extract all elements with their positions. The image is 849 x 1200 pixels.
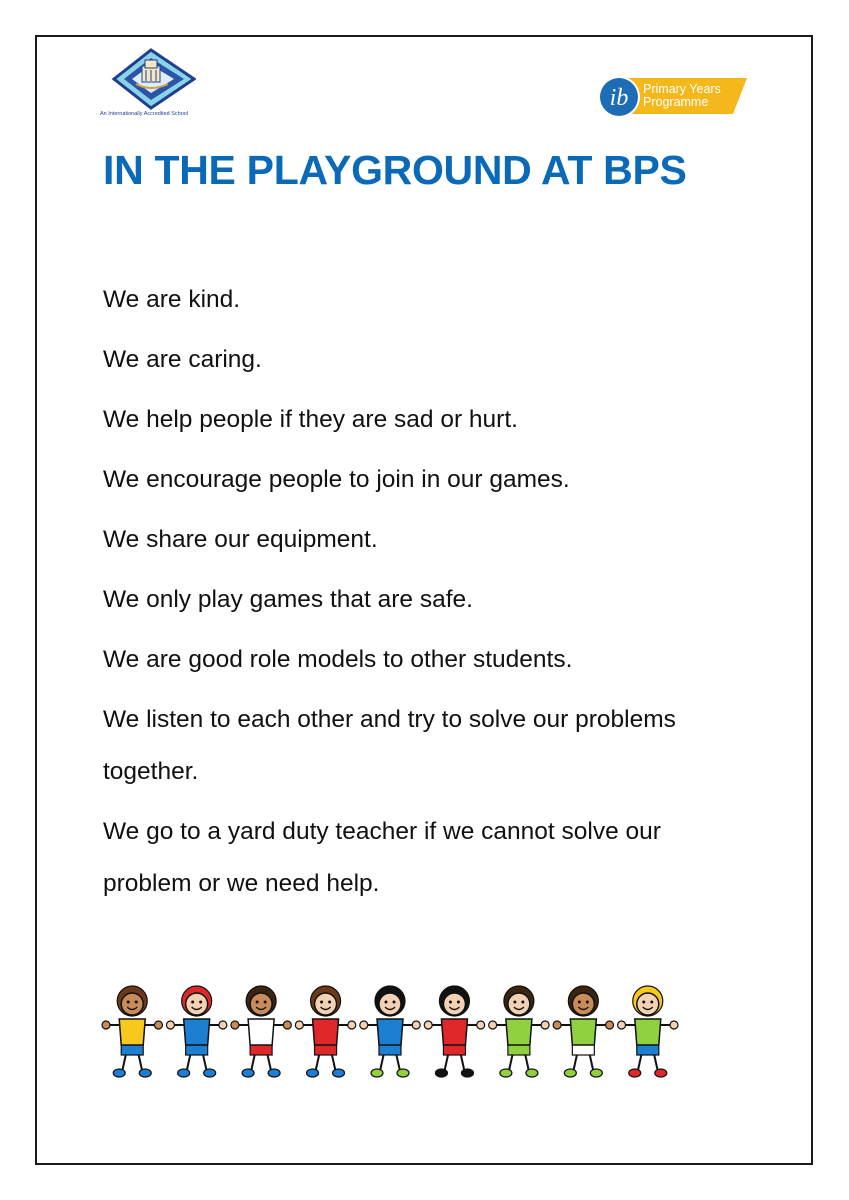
- child-foot: [139, 1069, 151, 1077]
- ib-programme-line1: Primary Years: [643, 82, 721, 96]
- rule-item: We are good role models to other students.: [103, 646, 573, 673]
- child-foot: [461, 1069, 473, 1077]
- child-hand: [618, 1021, 626, 1029]
- child-eye: [449, 1001, 452, 1004]
- child-leg: [444, 1053, 448, 1071]
- child-foot: [590, 1069, 602, 1077]
- child-leg: [316, 1053, 320, 1071]
- children-holding-hands-icon: [100, 983, 680, 1083]
- child-figure: [379, 993, 401, 1015]
- child-shirt: [377, 1019, 403, 1045]
- child-eye: [642, 1001, 645, 1004]
- children-illustration: [100, 983, 680, 1083]
- child-eye: [328, 1001, 331, 1004]
- child-foot: [307, 1069, 319, 1077]
- child-shirt: [248, 1019, 274, 1045]
- child-foot: [655, 1069, 667, 1077]
- child-leg: [589, 1053, 593, 1071]
- child-hand: [424, 1021, 432, 1029]
- rule-item: We help people if they are sad or hurt.: [103, 406, 518, 433]
- child-hand: [166, 1021, 174, 1029]
- ib-logo: [597, 74, 747, 120]
- child-leg: [573, 1053, 577, 1071]
- child-hand: [102, 1021, 110, 1029]
- child-leg: [380, 1053, 384, 1071]
- child-eye: [513, 1001, 516, 1004]
- school-logo: [100, 48, 200, 122]
- child-eye: [650, 1001, 653, 1004]
- child-leg: [267, 1053, 271, 1071]
- child-leg: [187, 1053, 191, 1071]
- child-leg: [638, 1053, 642, 1071]
- child-leg: [138, 1053, 142, 1071]
- child-leg: [203, 1053, 207, 1071]
- child-eye: [199, 1001, 202, 1004]
- child-shirt: [635, 1019, 661, 1045]
- child-foot: [204, 1069, 216, 1077]
- child-figure: [508, 993, 530, 1015]
- rule-item: We encourage people to join in our games.: [103, 466, 570, 493]
- child-figure: [121, 993, 143, 1015]
- rule-item: We are kind.: [103, 286, 241, 313]
- child-eye: [135, 1001, 138, 1004]
- child-foot: [526, 1069, 538, 1077]
- rule-item: We share our equipment.: [103, 526, 378, 553]
- ib-programme-label: [643, 83, 721, 109]
- ib-programme-line2: Programme: [643, 95, 709, 109]
- child-hand: [154, 1021, 162, 1029]
- child-eye: [320, 1001, 323, 1004]
- child-eye: [127, 1001, 130, 1004]
- child-eye: [457, 1001, 460, 1004]
- child-eye: [578, 1001, 581, 1004]
- child-foot: [435, 1069, 447, 1077]
- child-shirt: [506, 1019, 532, 1045]
- child-hand: [348, 1021, 356, 1029]
- rule-item: We listen to each other and try to solve our problems together.: [103, 706, 676, 785]
- child-foot: [333, 1069, 345, 1077]
- child-hand: [489, 1021, 497, 1029]
- child-eye: [521, 1001, 524, 1004]
- child-eye: [393, 1001, 396, 1004]
- child-eye: [256, 1001, 259, 1004]
- svg-text:ib: ib: [609, 85, 629, 111]
- child-leg: [509, 1053, 513, 1071]
- child-shirt: [184, 1019, 210, 1045]
- child-foot: [371, 1069, 383, 1077]
- child-foot: [113, 1069, 125, 1077]
- child-leg: [332, 1053, 336, 1071]
- page-title: IN THE PLAYGROUND AT BPS: [103, 147, 687, 193]
- child-foot: [242, 1069, 254, 1077]
- child-figure: [443, 993, 465, 1015]
- child-leg: [654, 1053, 658, 1071]
- child-eye: [264, 1001, 267, 1004]
- child-foot: [178, 1069, 190, 1077]
- child-hand: [283, 1021, 291, 1029]
- child-hand: [541, 1021, 549, 1029]
- child-hand: [477, 1021, 485, 1029]
- school-crest-icon: [106, 48, 196, 110]
- child-figure: [186, 993, 208, 1015]
- child-hand: [553, 1021, 561, 1029]
- rules-list: [103, 274, 753, 918]
- child-eye: [191, 1001, 194, 1004]
- child-shirt: [313, 1019, 339, 1045]
- child-hand: [670, 1021, 678, 1029]
- child-hand: [412, 1021, 420, 1029]
- child-eye: [385, 1001, 388, 1004]
- child-figure: [250, 993, 272, 1015]
- child-foot: [500, 1069, 512, 1077]
- rule-item: We are caring.: [103, 346, 262, 373]
- rule-item: We only play games that are safe.: [103, 586, 473, 613]
- child-foot: [397, 1069, 409, 1077]
- child-leg: [396, 1053, 400, 1071]
- child-figure: [637, 993, 659, 1015]
- child-leg: [525, 1053, 529, 1071]
- rule-item: We go to a yard duty teacher if we cannot solve our problem or we need help.: [103, 818, 661, 897]
- child-hand: [360, 1021, 368, 1029]
- child-foot: [564, 1069, 576, 1077]
- child-hand: [231, 1021, 239, 1029]
- child-hand: [606, 1021, 614, 1029]
- child-hand: [219, 1021, 227, 1029]
- child-figure: [572, 993, 594, 1015]
- school-tagline: An Internationally Accredited School: [100, 111, 189, 117]
- child-figure: [315, 993, 337, 1015]
- child-hand: [295, 1021, 303, 1029]
- child-eye: [586, 1001, 589, 1004]
- child-shirt: [119, 1019, 145, 1045]
- child-foot: [268, 1069, 280, 1077]
- child-shirt: [441, 1019, 467, 1045]
- child-leg: [122, 1053, 126, 1071]
- child-foot: [629, 1069, 641, 1077]
- child-leg: [251, 1053, 255, 1071]
- child-leg: [460, 1053, 464, 1071]
- child-shirt: [570, 1019, 596, 1045]
